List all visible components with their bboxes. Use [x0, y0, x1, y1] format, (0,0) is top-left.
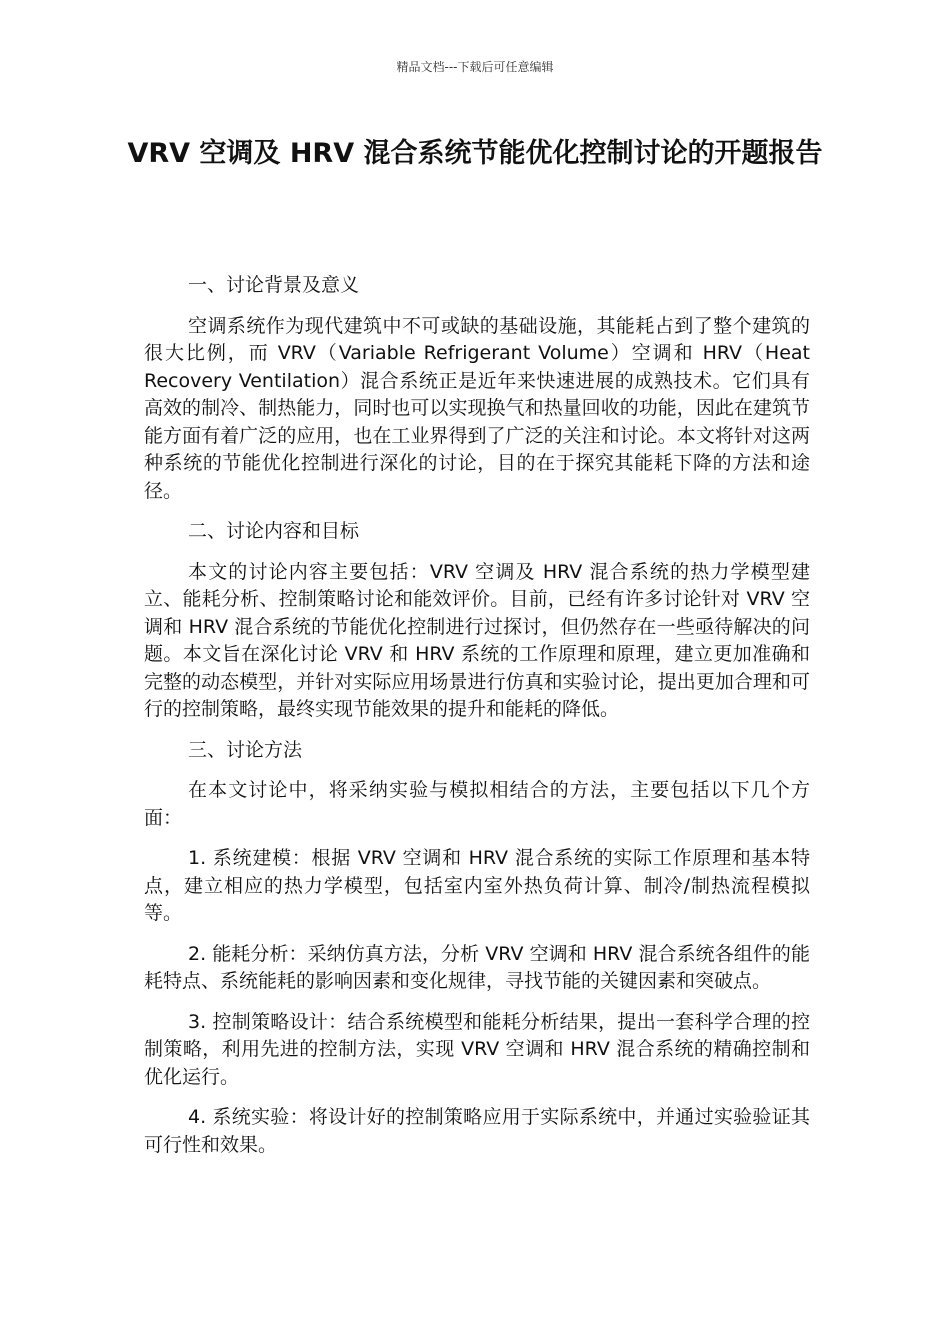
- section-heading-methods: 三、讨论方法: [188, 738, 303, 761]
- method-list-item: 4. 系统实验：将设计好的控制策略应用于实际系统中，并通过实验验证其可行性和效果。: [144, 1106, 810, 1156]
- page-header-note: 精品文档---下载后可任意编辑: [396, 60, 554, 74]
- section-heading-content-goals: 二、讨论内容和目标: [188, 520, 360, 542]
- document-title: VRV 空调及 HRV 混合系统节能优化控制讨论的开题报告: [127, 138, 823, 169]
- section-paragraph: 在本文讨论中，将采纳实验与模拟相结合的方法，主要包括以下几个方面：: [144, 779, 810, 829]
- section-heading-background: 一、讨论背景及意义: [188, 274, 360, 296]
- method-list-item: 1. 系统建模：根据 VRV 空调和 HRV 混合系统的实际工作原理和基本特点，建立相应的热力学模型，包括室内室外热负荷计算、制冷/制热流程模拟等。: [144, 847, 810, 924]
- section-paragraph: 空调系统作为现代建筑中不可或缺的基础设施，其能耗占到了整个建筑的很大比例，而 VRV（Variable Refrigerant Volume）空调和 HRV（Heat Recovery Ventilation）混合系统正是近年来快速进展的成熟技术。它们具有高效的制冷、制热能力，同时也可以实现换气和热量回收的功能，因此在建筑节能方面有着广泛的应用，也在工业界得到了广泛的关注和讨论。本文将针对这两种系统的节能优化控制进行深化的讨论，目的在于探究其能耗下降的方法和途径。: [144, 314, 810, 502]
- section-paragraph: 本文的讨论内容主要包括：VRV 空调及 HRV 混合系统的热力学模型建立、能耗分析、控制策略讨论和能效评价。目前，已经有许多讨论针对 VRV 空调和 HRV 混合系统的节能优化控制进行过探讨，但仍然存在一些亟待解决的问题。本文旨在深化讨论 VRV 和 HRV 系统的工作原理和原理，建立更加准确和完整的动态模型，并针对实际应用场景进行仿真和实验讨论，提出更加合理和可行的控制策略，最终实现节能效果的提升和能耗的降低。: [144, 560, 810, 720]
- document-body: [144, 272, 810, 1172]
- method-list-item: 2. 能耗分析：采纳仿真方法，分析 VRV 空调和 HRV 混合系统各组件的能耗特点、系统能耗的影响因素和变化规律，寻找节能的关键因素和突破点。: [144, 942, 810, 992]
- method-list-item: 3. 控制策略设计：结合系统模型和能耗分析结果，提出一套科学合理的控制策略，利用先进的控制方法，实现 VRV 空调和 HRV 混合系统的精确控制和优化运行。: [144, 1010, 810, 1088]
